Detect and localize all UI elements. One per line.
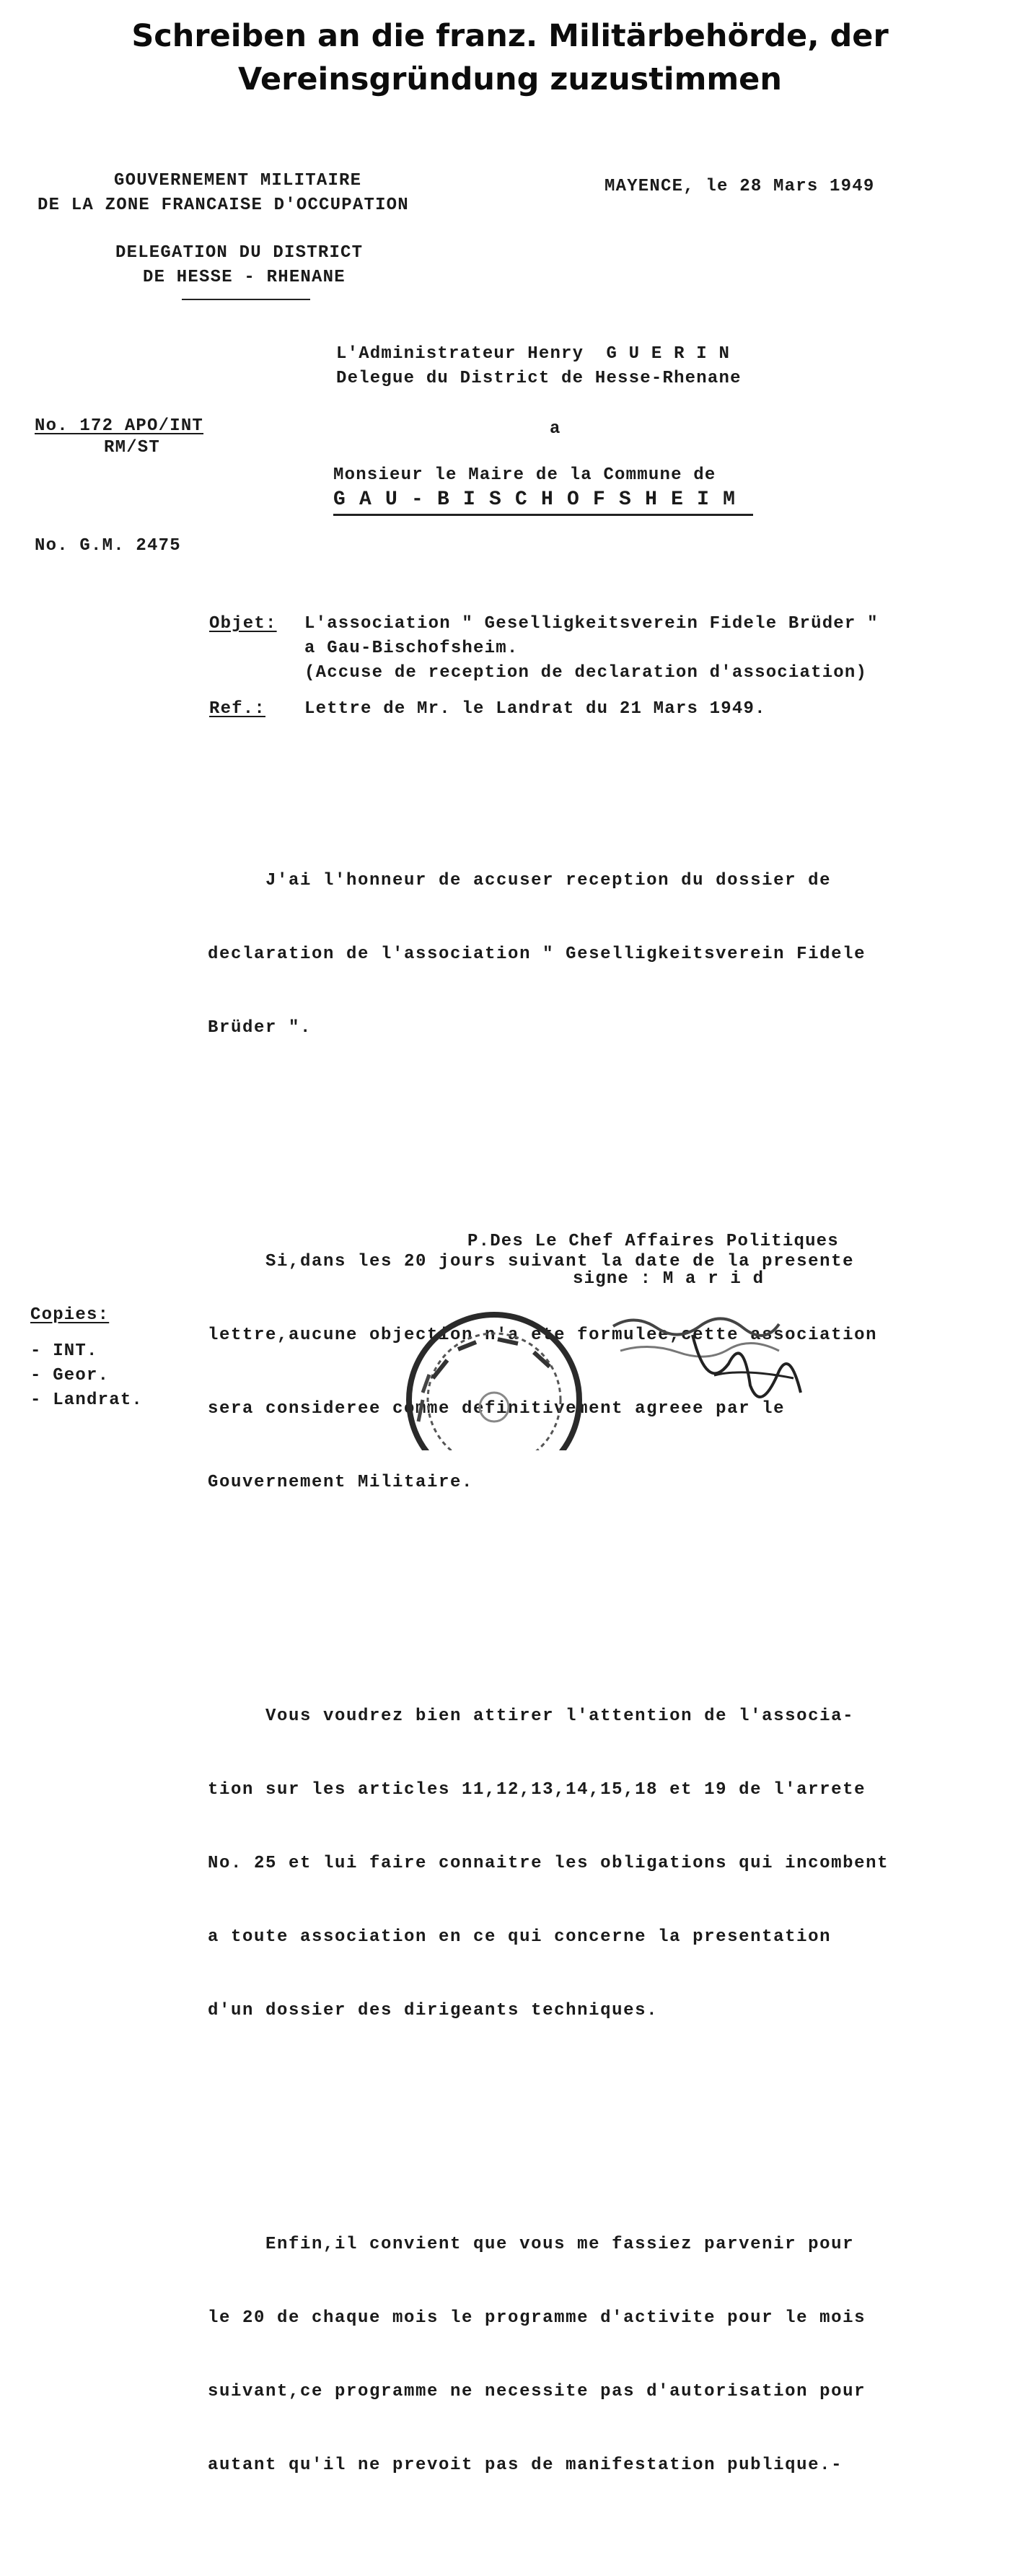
p4-line: autant qu'il ne prevoit pas de manifestation publique.- [208,2455,843,2475]
copies-item: - Geor. [30,1366,110,1385]
body-paragraphs [208,771,1001,2576]
paragraph-3 [208,1655,1001,2072]
gm-number: No. G.M. 2475 [35,536,181,556]
letterhead-divider [182,299,310,300]
p3-line: d'un dossier des dirigeants techniques. [208,2001,659,2020]
letterhead-line-2: DE LA ZONE FRANCAISE D'OCCUPATION [38,196,409,215]
letterhead-line-3: DELEGATION DU DISTRICT [115,243,364,263]
p2-line: sera consideree comme definitivement agreee par le [208,1399,786,1419]
letterhead-line-4: DE HESSE - RHENANE [143,268,346,287]
p4-line: suivant,ce programme ne necessite pas d'autorisation pour [208,2382,866,2401]
subject-line-1: L'association " Geselligkeitsverein Fidele Brüder " [304,614,879,634]
copies-item: - Landrat. [30,1390,144,1410]
paragraph-1 [208,820,1001,1090]
sender-line-1: L'Administrateur Henry G U E R I N [336,344,731,364]
p3-line: No. 25 et lui faire connaitre les obligations qui incombent [208,1854,889,1873]
p4-line: Enfin,il convient que vous me fassiez parvenir pour [208,2235,855,2254]
signature-line-1: P.Des Le Chef Affaires Politiques [467,1232,839,1251]
headline-line-2: Vereinsgründung zuzustimmen [238,61,782,97]
p2-line: Si,dans les 20 jours suivant la date de la presente [208,1252,855,1271]
recipient-line-2: G A U - B I S C H O F S H E I M [333,489,737,511]
paragraph-4 [208,2183,1001,2527]
reference-text: Lettre de Mr. le Landrat du 21 Mars 1949. [304,699,766,719]
headline-line-1: Schreiben an die franz. Militärbehörde, der [131,18,889,54]
p4-line: le 20 de chaque mois le programme d'activite pour le mois [208,2308,866,2328]
copies-label: Copies: [30,1305,110,1325]
handwritten-signature [606,1306,866,1421]
subject-line-2: a Gau-Bischofsheim. [304,639,519,658]
subject-line-3: (Accuse de reception de declaration d'association) [304,663,868,683]
reference-label: Ref.: [209,699,266,719]
subject-label: Objet: [209,614,277,634]
reference-initials: RM/ST [104,438,161,457]
copies-item: - INT. [30,1341,98,1361]
recipient-line-1: Monsieur le Maire de la Commune de [333,465,716,485]
p1-line: Brüder ". [208,1018,312,1038]
p3-line: tion sur les articles 11,12,13,14,15,18 et 19 de l'arrete [208,1780,866,1800]
p2-line: lettre,aucune objection n'a ete formulee,cette association [208,1326,878,1345]
letterhead-line-1: GOUVERNEMENT MILITAIRE [114,171,362,190]
official-seal-stamp [390,1292,620,1450]
to-marker: a [550,419,561,439]
p1-line: J'ai l'honneur de accuser reception du dossier de [208,871,832,890]
place-date: MAYENCE, le 28 Mars 1949 [604,177,875,196]
p3-line: Vous voudrez bien attirer l'attention de l'associa- [208,1707,855,1726]
signature-line-2: signe : M a r i d [573,1269,765,1289]
p1-line: declaration de l'association " Geselligkeitsverein Fidele [208,945,866,964]
p3-line: a toute association en ce qui concerne la presentation [208,1927,832,1947]
recipient-underline [333,514,753,516]
p2-line: Gouvernement Militaire. [208,1473,474,1492]
sender-line-2: Delegue du District de Hesse-Rhenane [336,369,742,388]
reference-apo: No. 172 APO/INT [35,416,204,436]
